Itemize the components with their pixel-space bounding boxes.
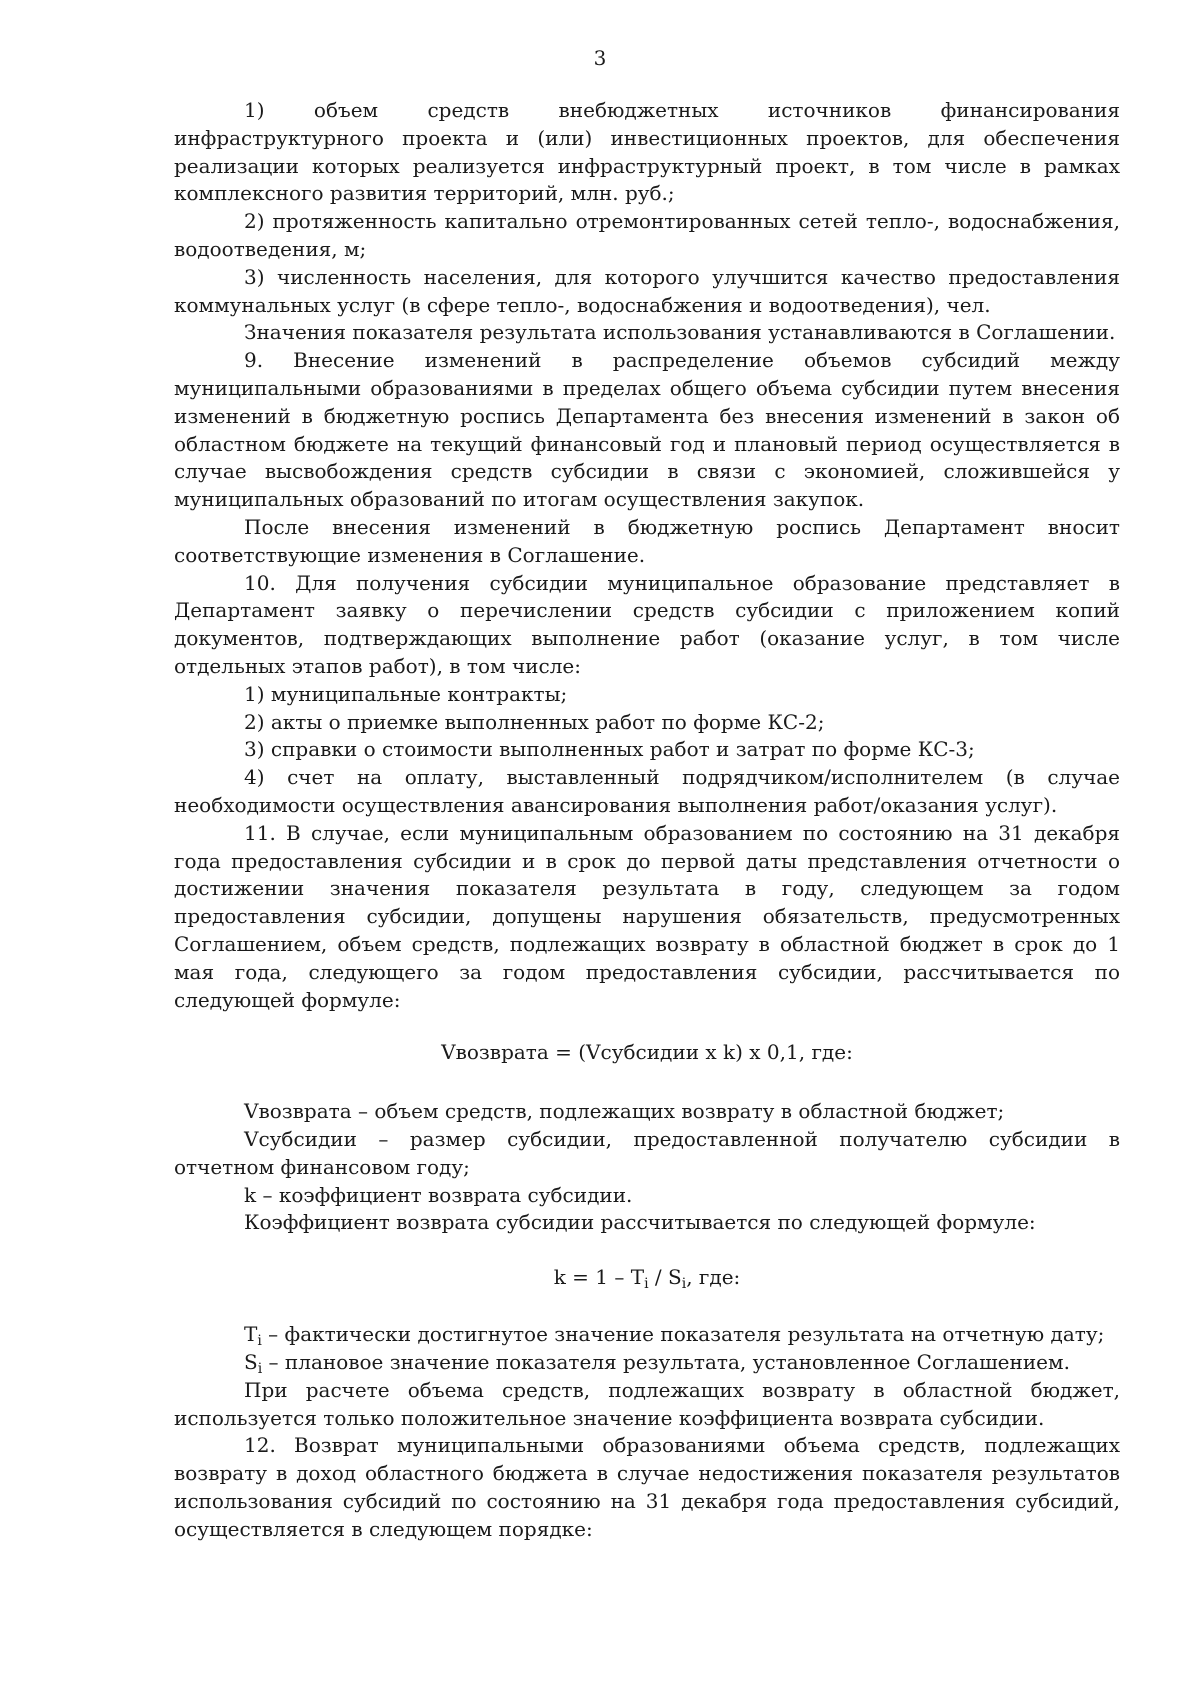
list-item-invoice: 4) счет на оплату, выставленный подрядчиком/исполнителем (в случае необходимости осуществления авансирования выполнения работ/оказания услуг). [174, 765, 1120, 817]
paragraph-indicator-1: 1) объем средств внебюджетных источников финансирования инфраструктурного проекта и (или) инвестиционных проектов, для обеспечения реализации которых реализуется инфраструктурный проект, в том числе в рамках комплексного развития территорий, млн. руб.; [174, 98, 1120, 206]
paragraph-section-11: 11. В случае, если муниципальным образованием по состоянию на 31 декабря года предоставления субсидии и в срок до первой даты представления отчетности о достижении значения показателя результата в году, следующем за годом предоставления субсидии, допущены нарушения обязательств, предусмотренных Соглашением, объем средств, подлежащих возврату в областной бюджет в срок до 1 мая года, следующего за годом предоставления субсидии, рассчитывается по следующей формуле: [174, 820, 1120, 1012]
paragraph-coefficient-intro: Коэффициент возврата субсидии рассчитывается по следующей формуле: [244, 1210, 1036, 1235]
definition-v-subsidy: Vсубсидии – размер субсидии, предоставленной получателю субсидии в отчетном финансовом году; [174, 1127, 1120, 1179]
formula-coefficient [174, 1263, 1120, 1291]
list-item-acts-ks2: 2) акты о приемке выполненных работ по форме КС-2; [244, 709, 825, 734]
definition-t-text: – фактически достигнутое значение показателя результата на отчетную дату; [261, 1322, 1105, 1347]
definition-k: k – коэффициент возврата субсидии. [244, 1182, 633, 1207]
paragraph-section-10: 10. Для получения субсидии муниципальное образование представляет в Департамент заявку о перечислении средств субсидии с приложением копий документов, подтверждающих выполнение работ (оказание услуг, в том числе отдельных этапов работ), в том числе: [174, 570, 1120, 678]
definition-s-symbol: S [244, 1350, 258, 1375]
formula-coefficient-middle: / S [648, 1265, 682, 1290]
definition-t [174, 1321, 1120, 1349]
document-body [174, 97, 1120, 1544]
paragraph-indicator-3: 3) численность населения, для которого улучшится качество предоставления коммунальных услуг (в сфере тепло-, водоснабжения и водоотведения), чел. [174, 264, 1120, 317]
formula-coefficient-start: k = 1 – T [553, 1265, 645, 1290]
list-item-certificates-ks3: 3) справки о стоимости выполненных работ и затрат по форме КС-3; [244, 737, 975, 762]
definition-t-subscript: i [257, 1333, 262, 1350]
definition-t-symbol: T [244, 1322, 258, 1347]
paragraph-indicator-values: Значения показателя результата использования устанавливаются в Соглашении. [244, 320, 1116, 345]
paragraph-section-9: 9. Внесение изменений в распределение объемов субсидий между муниципальными образованиями в пределах общего объема субсидии путем внесения изменений в бюджетную роспись Департамента без внесения изменений в закон об областном бюджете на текущий финансовый год и плановый период осуществляется в случае высвобождения средств субсидии в связи с экономией, сложившейся у муниципальных образований по итогам осуществления закупок. [174, 348, 1120, 512]
formula-return-volume: Vвозврата = (Vсубсидии x k) x 0,1, где: [441, 1040, 853, 1065]
page-number: 3 [593, 46, 607, 70]
formula-subscript-t: i [644, 1276, 649, 1293]
paragraph-section-12: 12. Возврат муниципальными образованиями объема средств, подлежащих возврату в доход областного бюджета в случае недостижения показателя результатов использования субсидий по состоянию на 31 декабря года предоставления субсидий, осуществляется в следующем порядке: [174, 1433, 1120, 1541]
definition-s-subscript: i [257, 1361, 263, 1378]
list-item-contracts: 1) муниципальные контракты; [244, 681, 568, 706]
paragraph-indicator-2: 2) протяженность капитально отремонтированных сетей тепло-, водоснабжения, водоотведения, м; [174, 209, 1120, 261]
paragraph-after-changes: После внесения изменений в бюджетную роспись Департамент вносит соответствующие изменения в Соглашение. [174, 514, 1120, 567]
definition-s-text: – плановое значение показателя результата, установленное Соглашением. [262, 1350, 1070, 1375]
definition-v-return: Vвозврата – объем средств, подлежащих возврату в областной бюджет; [244, 1099, 1005, 1124]
definition-s [174, 1349, 1120, 1377]
paragraph-positive-coefficient: При расчете объема средств, подлежащих возврату в областной бюджет, используется только положительное значение коэффициента возврата субсидии. [174, 1377, 1120, 1430]
formula-subscript-s: i [681, 1276, 687, 1293]
formula-coefficient-end: , где: [686, 1265, 741, 1290]
